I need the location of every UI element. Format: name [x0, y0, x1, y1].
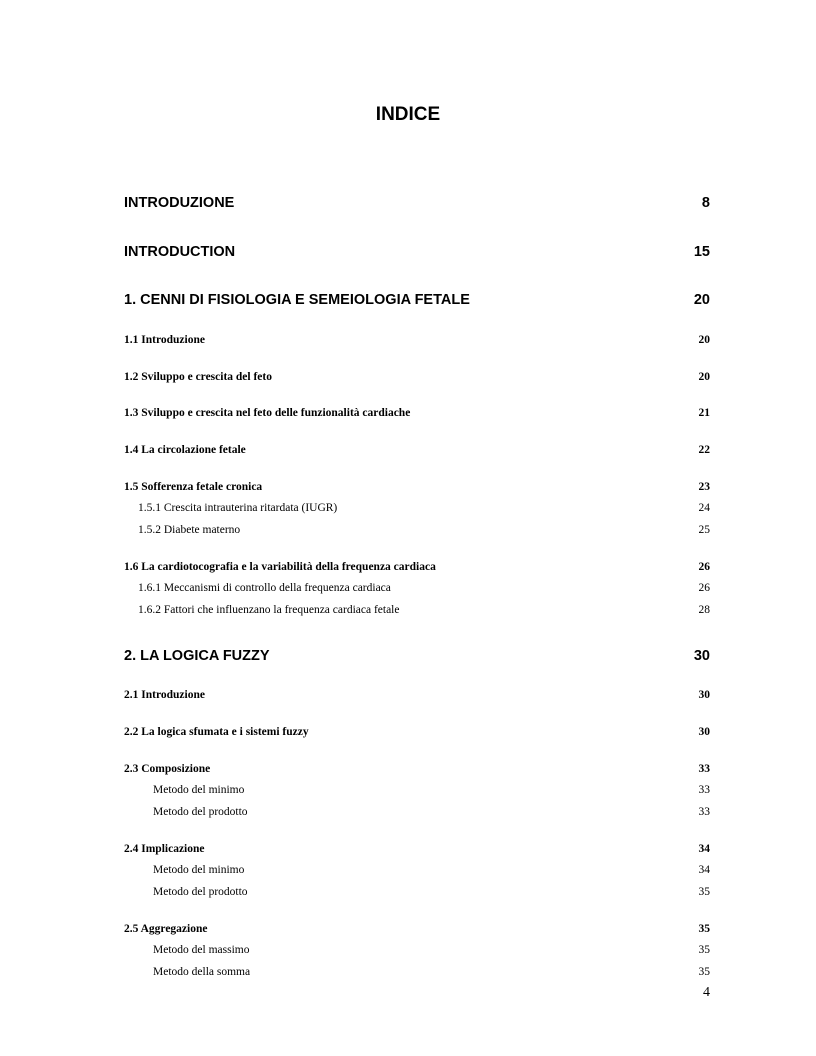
toc-entry-title: 1.6 La cardiotocografia e la variabilità della frequenza cardiaca — [124, 561, 436, 573]
toc-entry-title: 1.3 Sviluppo e crescita nel feto delle funzionalità cardiache — [124, 407, 411, 419]
toc-entry-page: 30 — [693, 648, 710, 664]
toc-entry-page: 26 — [698, 582, 710, 594]
toc-entry-title: Metodo del minimo — [153, 864, 245, 876]
toc-entry — [124, 371, 710, 391]
toc-entry-page: 34 — [698, 864, 710, 876]
toc-entry — [124, 763, 710, 783]
toc-entry-page: 33 — [698, 806, 710, 818]
toc-entry-page: 20 — [693, 292, 710, 308]
toc-entry-title: 1.5.2 Diabete materno — [138, 524, 241, 536]
toc-entry — [124, 923, 710, 943]
toc-entry-page: 15 — [693, 244, 710, 260]
toc-entry — [124, 689, 710, 709]
toc-entry — [124, 806, 710, 826]
toc-entry — [124, 524, 710, 544]
toc-entry — [124, 864, 710, 884]
toc-entry-title: INTRODUCTION — [124, 244, 236, 260]
page-title: INDICE — [375, 104, 441, 125]
toc-entry — [124, 292, 710, 312]
toc-entry-page: 22 — [698, 444, 710, 456]
toc-entry — [124, 195, 710, 215]
toc-entry-title: 1.5.1 Crescita intrauterina ritardata (IUGR) — [138, 502, 338, 514]
toc-entry-title: Metodo del prodotto — [153, 886, 248, 898]
toc-entry — [124, 784, 710, 804]
toc-entry — [124, 502, 710, 522]
page-number: 4 — [703, 985, 710, 1000]
toc-entry-page: 26 — [698, 561, 710, 573]
toc-entry — [124, 966, 710, 986]
toc-entry-page: 33 — [698, 763, 710, 775]
toc-entry-title: 2.2 La logica sfumata e i sistemi fuzzy — [124, 726, 309, 738]
toc-entry-page: 28 — [698, 604, 710, 616]
toc-entry-page: 20 — [698, 334, 710, 346]
toc-entry — [124, 726, 710, 746]
toc-entry-title: Metodo della somma — [153, 966, 251, 978]
toc-entry — [124, 334, 710, 354]
toc-entry-page: 30 — [698, 689, 710, 701]
toc-entry-title: Metodo del prodotto — [153, 806, 248, 818]
toc-entry-title: Metodo del massimo — [153, 944, 250, 956]
toc-entry — [124, 886, 710, 906]
toc-entry-title: 2.1 Introduzione — [124, 689, 205, 701]
toc-entry-page: 23 — [698, 481, 710, 493]
toc-entry-page: 20 — [698, 371, 710, 383]
toc-entry-page: 35 — [698, 966, 710, 978]
toc-entry-page: 35 — [698, 886, 710, 898]
toc-entry-title: 1.2 Sviluppo e crescita del feto — [124, 371, 272, 383]
toc-entry-page: 35 — [698, 944, 710, 956]
toc-entry-title: 1.1 Introduzione — [124, 334, 205, 346]
toc-entry-title: INTRODUZIONE — [124, 195, 235, 211]
toc-entry-page: 30 — [698, 726, 710, 738]
toc-entry — [124, 407, 710, 427]
toc-entry — [124, 843, 710, 863]
toc-entry — [124, 561, 710, 581]
toc-entry-page: 8 — [701, 195, 710, 211]
toc-entry — [124, 244, 710, 264]
toc-entry-title: 1.6.2 Fattori che influenzano la frequenza cardiaca fetale — [138, 604, 400, 616]
toc-entry-title: 1.4 La circolazione fetale — [124, 444, 246, 456]
toc-entry-title: 2. LA LOGICA FUZZY — [124, 648, 270, 664]
toc-entry-page: 33 — [698, 784, 710, 796]
toc-entry-page: 34 — [698, 843, 710, 855]
toc-entry — [124, 944, 710, 964]
toc-entry-title: 1. CENNI DI FISIOLOGIA E SEMEIOLOGIA FETALE — [124, 292, 470, 308]
toc-entry-page: 24 — [698, 502, 710, 514]
toc-entry-page: 35 — [698, 923, 710, 935]
toc-entry-title: 1.5 Sofferenza fetale cronica — [124, 481, 263, 493]
toc-entry — [124, 604, 710, 624]
toc-entry-title: 2.4 Implicazione — [124, 843, 205, 855]
toc-entry-title: Metodo del minimo — [153, 784, 245, 796]
toc-entry-title: 1.6.1 Meccanismi di controllo della frequenza cardiaca — [138, 582, 391, 594]
toc-entry-page: 21 — [698, 407, 710, 419]
toc-entry — [124, 444, 710, 464]
toc-entry-title: 2.5 Aggregazione — [124, 923, 208, 935]
toc-entry-page: 25 — [698, 524, 710, 536]
toc-entry — [124, 481, 710, 501]
toc-entry — [124, 648, 710, 668]
toc-entry — [124, 582, 710, 602]
toc-entry-title: 2.3 Composizione — [124, 763, 211, 775]
